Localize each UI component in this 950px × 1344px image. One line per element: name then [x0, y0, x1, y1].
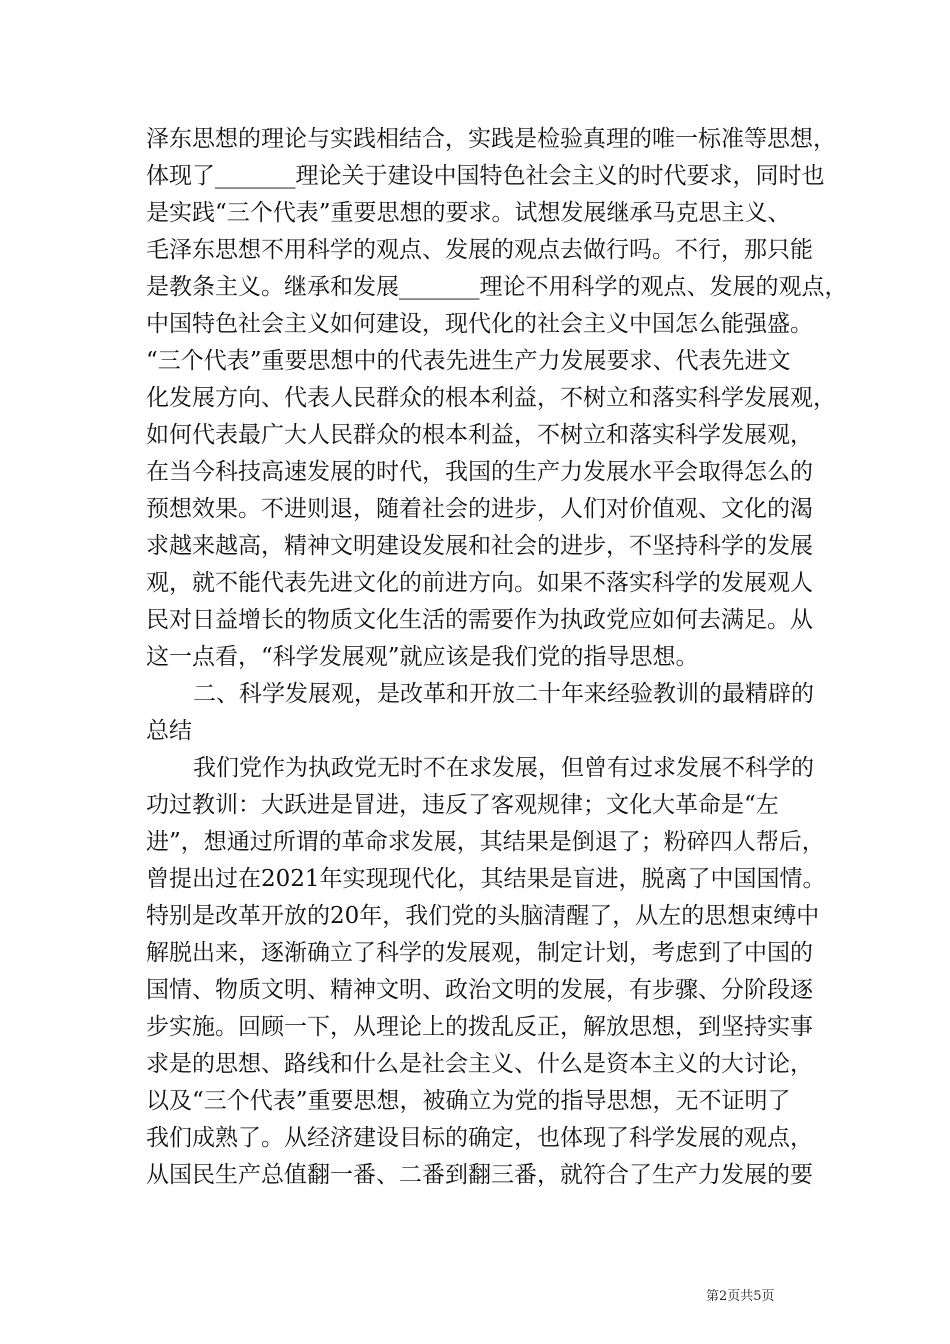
text-line: 预想效果。不进则退，随着社会的进步，人们对价值观、文化的渴 — [146, 496, 813, 522]
page-number: 第2页共5页 — [706, 1289, 775, 1304]
text-line: 毛泽东思想不用科学的观点、发展的观点去做行吗。不行，那只能 — [146, 237, 813, 263]
text-line: “三个代表”重要思想中的代表先进生产力发展要求、代表先进文 — [146, 348, 791, 374]
text-line: 以及“三个代表”重要思想，被确立为党的指导思想，无不证明了 — [146, 1088, 791, 1114]
text-line: 功过教训：大跃进是冒进，违反了客观规律；文化大革命是“左 — [146, 792, 779, 818]
text-line: 民对日益增长的物质文化生活的需要作为执政党应如何去满足。从 — [146, 607, 813, 633]
text-line: 国情、物质文明、精神文明、政治文明的发展，有步骤、分阶段逐 — [146, 977, 813, 1003]
text-line: 是实践“三个代表”重要思想的要求。试想发展继承马克思主义、 — [146, 200, 791, 226]
text-line: 中国特色社会主义如何建设，现代化的社会主义中国怎么能强盛。 — [146, 311, 813, 337]
text-line: 体现了_______理论关于建设中国特色社会主义的时代要求，同时也 — [146, 163, 825, 189]
text-line: 观，就不能代表先进文化的前进方向。如果不落实科学的发展观人 — [146, 570, 813, 596]
text-line: 泽东思想的理论与实践相结合，实践是检验真理的唯一标准等思想， — [146, 126, 836, 152]
text-line: 步实施。回顾一下，从理论上的拨乱反正，解放思想，到坚持实事 — [146, 1014, 813, 1040]
text-line: 进”，想通过所谓的革命求发展，其结果是倒退了；粉碎四人帮后， — [146, 829, 825, 855]
text-line: 特别是改革开放的20年，我们党的头脑清醒了，从左的思想束缚中 — [146, 903, 820, 929]
text-line: 化发展方向、代表人民群众的根本利益，不树立和落实科学发展观， — [146, 385, 836, 411]
text-line: 求越来越高，精神文明建设发展和社会的进步，不坚持科学的发展 — [146, 533, 813, 559]
text-line: 曾提出过在2021年实现现代化，其结果是盲进，脱离了中国国情。 — [146, 866, 826, 892]
text-line: 是教条主义。继承和发展_______理论不用科学的观点、发展的观点， — [146, 274, 848, 300]
section-heading-continued: 总结 — [146, 718, 192, 744]
text-line: 我们成熟了。从经济建设目标的确定，也体现了科学发展的观点， — [146, 1125, 813, 1151]
text-line: 如何代表最广大人民群众的根本利益，不树立和落实科学发展观， — [146, 422, 813, 448]
text-line: 在当今科技高速发展的时代，我国的生产力发展水平会取得怎么的 — [146, 459, 813, 485]
text-line: 我们党作为执政党无时不在求发展，但曾有过求发展不科学的 — [193, 755, 814, 781]
text-line: 这一点看，“科学发展观”就应该是我们党的指导思想。 — [146, 644, 699, 670]
text-line: 解脱出来，逐渐确立了科学的发展观，制定计划，考虑到了中国的 — [146, 940, 813, 966]
text-line: 从国民生产总值翻一番、二番到翻三番，就符合了生产力发展的要 — [146, 1162, 813, 1188]
section-heading: 二、科学发展观，是改革和开放二十年来经验教训的最精辟的 — [193, 681, 814, 707]
text-line: 求是的思想、路线和什么是社会主义、什么是资本主义的大讨论， — [146, 1051, 813, 1077]
